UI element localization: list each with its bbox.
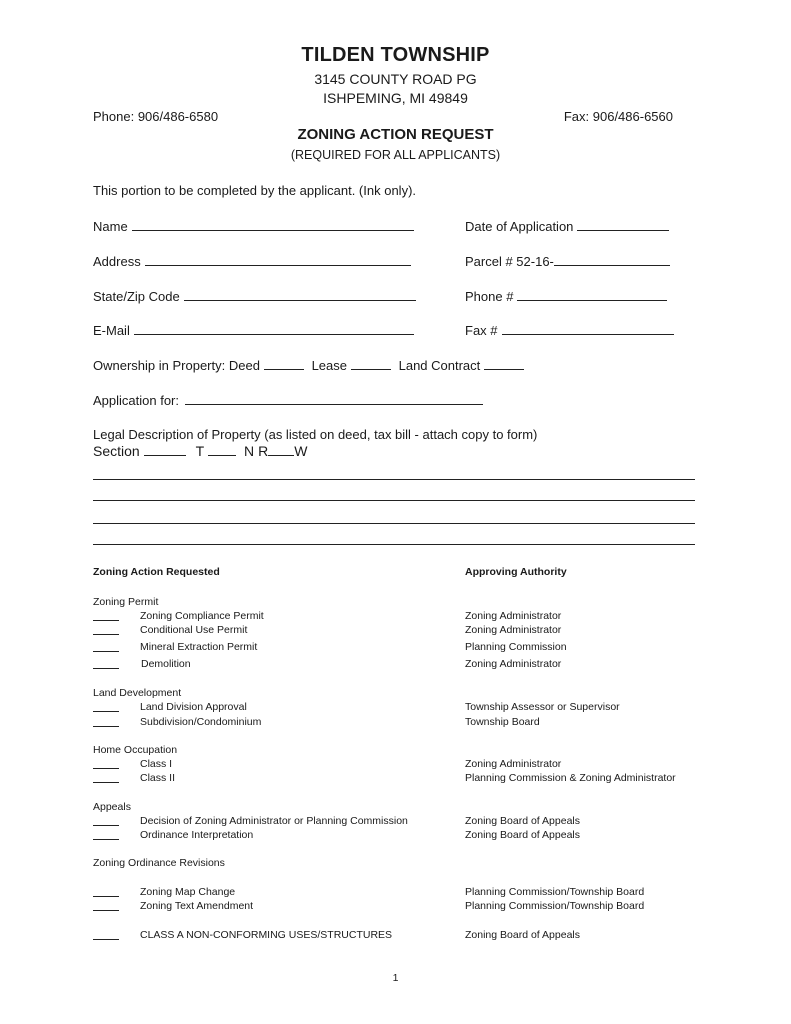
action-label: Demolition [141,658,191,670]
action-label: Class I [140,758,173,770]
ownership-row [93,357,524,373]
application-for-field[interactable] [93,392,483,408]
action-label: Decision of Zoning Administrator or Planning Commission [140,815,408,827]
action-label: Mineral Extraction Permit [140,641,258,653]
land-contract-line[interactable] [484,357,524,370]
authority-label: Zoning Board of Appeals [465,929,580,941]
date-label: Date of Application [465,219,574,234]
group-land-development: Land Development [93,687,182,699]
checkbox-line[interactable] [93,770,119,788]
west-w-label: W [294,443,308,459]
fax-number: Fax: 906/486-6560 [563,109,673,124]
state-zip-line [184,288,416,301]
address-field[interactable] [93,253,411,269]
phone-number: Phone: 906/486-6580 [93,109,219,124]
group-zoning-permit: Zoning Permit [93,596,159,608]
authority-label: Zoning Board of Appeals [465,829,580,841]
authority-label: Township Assessor or Supervisor [465,701,620,713]
authority-label: Zoning Administrator [465,610,562,622]
email-label: E-Mail [93,323,130,338]
legal-line-1[interactable] [93,479,695,480]
authority-label: Zoning Board of Appeals [465,815,580,827]
checkbox-line[interactable] [93,714,119,732]
checkbox-line[interactable] [93,927,119,945]
parcel-line [554,253,670,266]
ownership-label: Ownership in Property: [93,358,226,373]
north-n-label: N [244,443,255,459]
lease-line[interactable] [351,357,391,370]
legal-line-3[interactable] [93,523,695,524]
name-label: Name [93,219,128,234]
address-line-1: 3145 COUNTY ROAD PG [314,71,477,87]
authority-label: Planning Commission/Township Board [465,886,645,898]
email-line [134,322,414,335]
township-t-label: T [195,443,205,459]
email-field[interactable] [93,322,414,338]
action-label: Ordinance Interpretation [140,829,254,841]
section-line [144,443,186,456]
group-appeals: Appeals [93,801,131,813]
t-line [208,443,236,456]
state-zip-field[interactable] [93,288,416,304]
authority-label: Planning Commission/Township Board [465,900,645,912]
township-title: TILDEN TOWNSHIP [301,44,490,66]
legal-line-2[interactable] [93,500,695,501]
application-for-label: Application for: [93,393,179,408]
name-line [132,218,414,231]
address-line-2: ISHPEMING, MI 49849 [323,90,468,106]
checkbox-line[interactable] [93,827,119,845]
fax-line [502,322,674,335]
r-line [268,443,294,456]
form-title: ZONING ACTION REQUEST [297,126,494,143]
date-line [577,218,669,231]
action-label: Subdivision/Condominium [140,716,262,728]
name-field[interactable] [93,218,414,234]
authority-label: Township Board [465,716,540,728]
checkbox-line[interactable] [93,639,119,657]
checkbox-line[interactable] [93,622,119,640]
parcel-field[interactable] [465,253,670,269]
fax-label: Fax # [465,323,498,338]
legal-description-label: Legal Description of Property (as listed on deed, tax bill - attach copy to form) [93,427,538,442]
checkbox-line[interactable] [93,656,119,674]
lease-label: Lease [311,358,347,373]
range-r-label: R [258,443,269,459]
group-home-occupation: Home Occupation [93,744,178,756]
action-label: CLASS A NON-CONFORMING USES/STRUCTURES [140,929,393,941]
instructions: This portion to be completed by the applicant. (Ink only). [93,183,417,198]
address-line [145,253,411,266]
col-approving-authority-header: Approving Authority [465,566,567,578]
authority-label: Planning Commission & Zoning Administrator [465,772,676,784]
action-label: Zoning Map Change [140,886,236,898]
land-contract-label: Land Contract [398,358,481,373]
deed-line[interactable] [264,357,304,370]
legal-line-4[interactable] [93,544,695,545]
action-label: Class II [140,772,176,784]
parcel-label: Parcel # 52-16- [465,254,554,269]
checkbox-line[interactable] [93,898,119,916]
address-label: Address [93,254,141,269]
application-for-line [185,392,483,405]
page-number: 1 [392,972,399,984]
section-row[interactable] [93,443,307,459]
action-label: Zoning Text Amendment [140,900,254,912]
phone-label: Phone # [465,289,514,304]
action-label: Land Division Approval [140,701,247,713]
phone-line [517,288,667,301]
deed-label: Deed [228,358,260,373]
section-label: Section [93,443,140,459]
col-zoning-action-header: Zoning Action Requested [93,566,220,578]
state-zip-label: State/Zip Code [93,289,180,304]
action-label: Conditional Use Permit [140,624,248,636]
action-label: Zoning Compliance Permit [140,610,264,622]
fax-field[interactable] [465,322,674,338]
form-subtitle: (REQUIRED FOR ALL APPLICANTS) [290,148,501,162]
authority-label: Planning Commission [465,641,567,653]
authority-label: Zoning Administrator [465,758,562,770]
authority-label: Zoning Administrator [465,658,562,670]
group-zoning-ordinance-revisions: Zoning Ordinance Revisions [93,857,225,869]
date-of-application-field[interactable] [465,218,669,234]
authority-label: Zoning Administrator [465,624,562,636]
phone-field[interactable] [465,288,667,304]
